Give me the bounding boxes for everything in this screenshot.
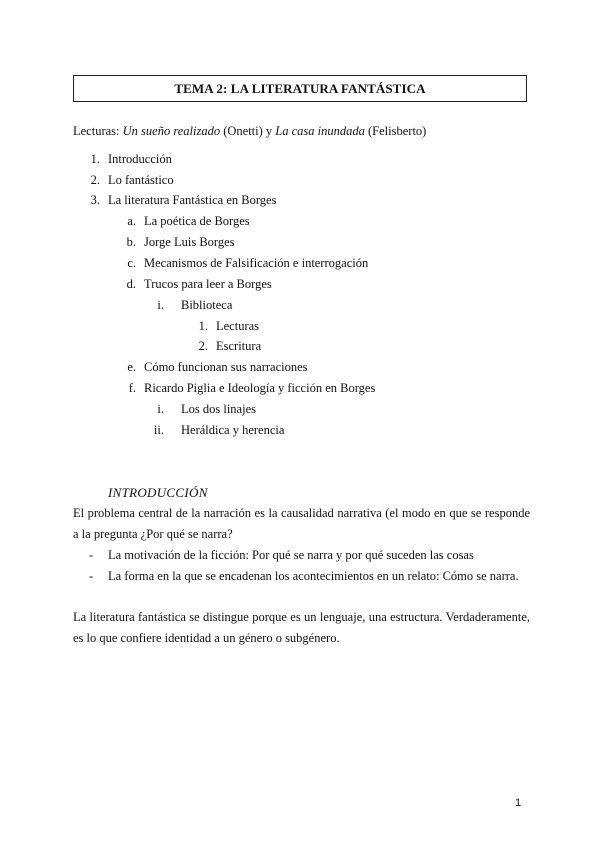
readings-prefix: Lecturas: [73, 124, 120, 138]
outline-item: Biblioteca [181, 298, 233, 312]
closing-paragraph: La literatura fantástica se distingue porque es un lenguaje, una estructura. Verdaderamente, es lo que confiere identidad a un género o subgénero. [73, 610, 530, 645]
outline-marker: 2. [198, 339, 208, 353]
reading-author-1: (Onetti) y [223, 124, 273, 138]
outline-item: Heráldica y herencia [181, 423, 285, 437]
outline-marker: e. [127, 360, 136, 374]
reading-author-2: (Felisberto) [368, 124, 427, 138]
section-heading: INTRODUCCIÓN [108, 485, 208, 500]
bullet-item: La motivación de la ficción: Por qué se narra y por qué suceden las cosas [108, 548, 474, 562]
bullet-marker: - [89, 548, 94, 562]
outline-item: La poética de Borges [144, 214, 250, 228]
outline-marker: d. [126, 277, 136, 291]
outline-marker: b. [126, 235, 136, 249]
outline-marker: i. [157, 298, 164, 312]
outline-marker: 3. [90, 193, 100, 207]
outline-item: Introducción [108, 152, 172, 166]
outline-item: Trucos para leer a Borges [144, 277, 272, 291]
outline-item: Escritura [216, 339, 262, 353]
outline-item: Mecanismos de Falsificación e interrogación [144, 256, 369, 270]
outline-item: Ricardo Piglia e Ideología y ficción en Borges [144, 381, 376, 395]
outline-item: Lo fantástico [108, 173, 174, 187]
outline-marker: ii. [153, 423, 164, 437]
bullet-marker: - [89, 569, 94, 583]
outline-marker: 1. [198, 319, 208, 333]
outline-item: Jorge Luis Borges [144, 235, 235, 249]
outline-marker: a. [127, 214, 136, 228]
page-number: 1 [515, 797, 522, 809]
document-title: TEMA 2: LA LITERATURA FANTÁSTICA [174, 80, 426, 96]
reading-work-1: Un sueño realizado [122, 124, 221, 138]
outline-item: Los dos linajes [181, 402, 256, 416]
title-box [73, 75, 527, 102]
bullet-item: La forma en la que se encadenan los acontecimientos en un relato: Cómo se narra. [108, 569, 519, 583]
outline-marker: c. [127, 256, 136, 270]
outline-item: La literatura Fantástica en Borges [108, 193, 277, 207]
outline-marker: f. [128, 381, 136, 395]
reading-work-2: La casa inundada [275, 124, 365, 138]
outline-item: Lecturas [216, 319, 260, 333]
outline-item: Cómo funcionan sus narraciones [144, 360, 308, 374]
outline-marker: 1. [90, 152, 100, 166]
outline-marker: i. [157, 402, 164, 416]
outline-marker: 2. [90, 173, 100, 187]
readings-line [73, 123, 426, 139]
intro-paragraph: El problema central de la narración es la causalidad narrativa (el modo en que se responde a la pregunta ¿Por qué se narra? [73, 506, 530, 541]
